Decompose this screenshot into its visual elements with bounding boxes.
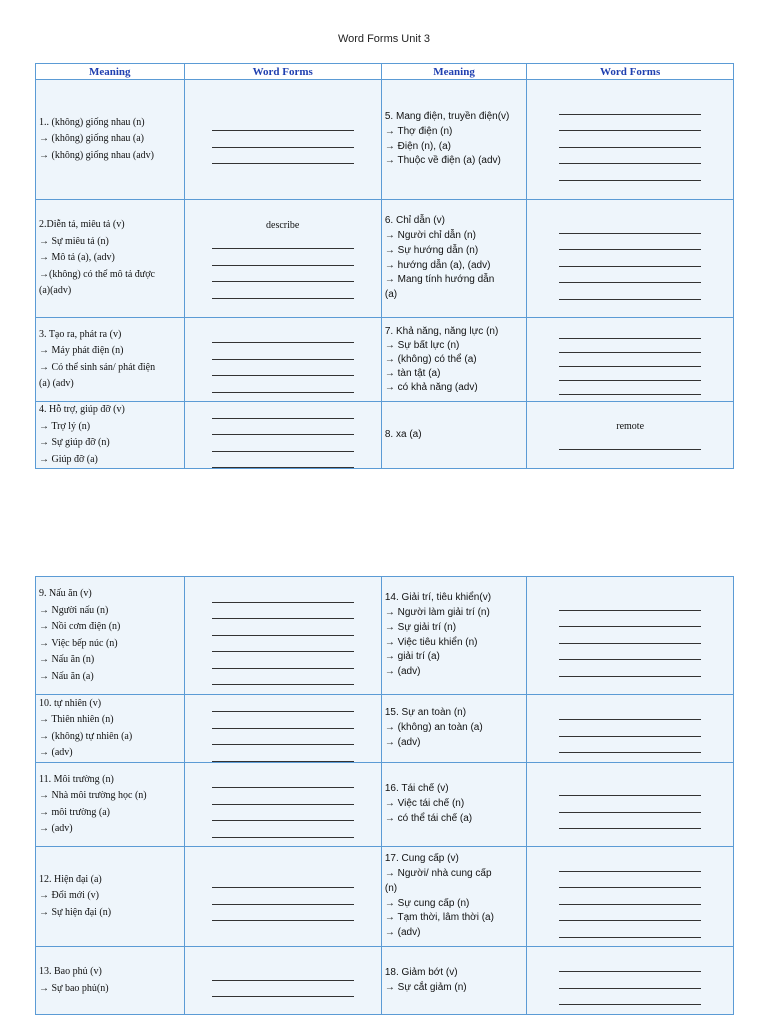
- meaning-line: (a) (adv): [39, 378, 74, 389]
- word-forms-cell: [184, 847, 381, 947]
- meaning-line: → (không) giống nhau (adv): [39, 149, 154, 161]
- answer-blank[interactable]: [212, 905, 354, 922]
- meaning-line: 13. Bao phủ (v): [39, 966, 102, 977]
- meaning-line: → (adv): [384, 666, 421, 678]
- answer-blank[interactable]: [212, 586, 354, 603]
- meaning-line: 2.Diễn tả, miêu tả (v): [39, 219, 125, 231]
- answer-blank[interactable]: [212, 249, 354, 266]
- meaning-line: → giải trí (a): [384, 651, 440, 663]
- answer-blank[interactable]: [559, 660, 701, 677]
- meaning-line: 17. Cung cấp (v): [384, 853, 459, 865]
- answer-blank[interactable]: [212, 402, 354, 419]
- answer-blank[interactable]: [212, 636, 354, 653]
- meaning-line: 12. Hiện đại (a): [39, 873, 102, 885]
- meaning-line: → Thuộc về điện (a) (adv): [384, 155, 501, 167]
- meaning-line: → (adv): [39, 823, 73, 834]
- meaning-line: → Giúp đỡ (a): [39, 453, 98, 465]
- meaning-line: → Việc tái chế (n): [384, 798, 465, 810]
- word-forms-cell: [527, 763, 734, 847]
- meaning-cell: [381, 318, 526, 402]
- table-row: [36, 577, 734, 695]
- answer-blank[interactable]: [212, 327, 354, 344]
- meaning-line: → Điện (n), (a): [384, 140, 451, 152]
- meaning-line: → Người/ nhà cung cấp: [384, 867, 492, 879]
- answer-blank[interactable]: [212, 376, 354, 393]
- meaning-line: 1.. (không) giống nhau (n): [39, 116, 145, 128]
- answer-blank[interactable]: [212, 233, 354, 250]
- header-word-forms: Word Forms: [184, 64, 381, 80]
- answer-blank[interactable]: [212, 981, 354, 998]
- meaning-line: → Thợ điện (n): [384, 125, 453, 137]
- meaning-cell: [381, 577, 526, 695]
- meaning-line: → Người làm giải trí (n): [384, 606, 490, 618]
- answer-blank[interactable]: [212, 745, 354, 762]
- table-row: [36, 402, 734, 469]
- answer-blank[interactable]: [212, 821, 354, 838]
- answer-blank[interactable]: [559, 855, 701, 872]
- table-row: [36, 695, 734, 763]
- meaning-line: → Tạm thời, lâm thời (a): [384, 912, 494, 924]
- answer-blank[interactable]: [212, 343, 354, 360]
- answer-blank[interactable]: [212, 888, 354, 905]
- meaning-cell: [381, 763, 526, 847]
- table-row: [36, 318, 734, 402]
- meaning-line: → Thiên nhiên (n): [39, 714, 114, 725]
- answer-blank[interactable]: [559, 339, 701, 353]
- meaning-cell: [36, 763, 185, 847]
- word-forms-cell: [527, 80, 734, 200]
- answer-blank[interactable]: [212, 603, 354, 620]
- meaning-line: → Người nấu (n): [39, 604, 109, 616]
- meaning-line: → Sự giúp đỡ (n): [39, 437, 110, 448]
- meaning-line: → hướng dẫn (a), (adv): [384, 259, 491, 271]
- meaning-line: → Sự bất lực (n): [384, 339, 460, 351]
- meaning-cell: [381, 947, 526, 1015]
- answer-blank[interactable]: [212, 964, 354, 981]
- meaning-line: → Sự cung cấp (n): [384, 897, 470, 909]
- meaning-line: → Việc bếp núc (n): [39, 637, 118, 649]
- header-meaning: Meaning: [36, 64, 185, 80]
- meaning-line: 3. Tạo ra, phát ra (v): [39, 328, 122, 340]
- word-forms-cell: [184, 947, 381, 1015]
- meaning-line: → (adv): [384, 736, 421, 748]
- meaning-line: →(không) có thể mô tả được: [39, 268, 155, 280]
- meaning-line: 9. Nấu ăn (v): [39, 588, 92, 599]
- answer-blank[interactable]: [559, 720, 701, 737]
- word-forms-cell: [184, 80, 381, 200]
- word-forms-cell: [527, 577, 734, 695]
- answer-blank[interactable]: [559, 250, 701, 267]
- meaning-line: → Đổi mới (v): [39, 890, 100, 902]
- meaning-cell: [36, 80, 185, 200]
- table-header-row: [36, 64, 734, 80]
- answer-blank[interactable]: [212, 729, 354, 746]
- word-forms-cell: [184, 402, 381, 469]
- answer-blank[interactable]: [559, 956, 701, 973]
- meaning-line: → (adv): [39, 747, 73, 758]
- word-forms-cell: [184, 200, 381, 318]
- meaning-line: (a)(adv): [39, 285, 72, 297]
- meaning-cell: [36, 318, 185, 402]
- answer-blank[interactable]: [559, 353, 701, 367]
- answer-blank[interactable]: [559, 367, 701, 381]
- meaning-line: (n): [384, 882, 398, 894]
- page-title: Word Forms Unit 3: [337, 33, 431, 45]
- answer-blank[interactable]: [559, 434, 701, 451]
- meaning-cell: [381, 80, 526, 200]
- answer-blank[interactable]: [559, 972, 701, 989]
- meaning-line: 11. Môi trường (n): [39, 773, 114, 785]
- meaning-cell: [36, 695, 185, 763]
- meaning-line: 4. Hỗ trợ, giúp đỡ (v): [39, 404, 125, 415]
- word-forms-cell: [527, 200, 734, 318]
- answer-blank[interactable]: [559, 813, 701, 830]
- meaning-cell: [381, 200, 526, 318]
- answer-blank[interactable]: [559, 888, 701, 905]
- word-forms-cell: [184, 695, 381, 763]
- meaning-line: → Nấu ăn (a): [39, 670, 94, 682]
- table-row: [36, 80, 734, 200]
- answer-blank[interactable]: [559, 283, 701, 300]
- answer-blank[interactable]: [559, 737, 701, 754]
- answer-blank[interactable]: [559, 98, 701, 115]
- meaning-line: → Mô tả (a), (adv): [39, 252, 115, 264]
- answer-blank[interactable]: [559, 905, 701, 922]
- given-word: describe: [266, 219, 300, 231]
- word-forms-cell: [184, 577, 381, 695]
- meaning-line: → (không) có thể (a): [384, 353, 477, 365]
- meaning-cell: [36, 847, 185, 947]
- answer-blank[interactable]: [559, 780, 701, 797]
- meaning-line: → Người chỉ dẫn (n): [384, 229, 476, 241]
- answer-blank[interactable]: [212, 266, 354, 283]
- answer-blank[interactable]: [559, 325, 701, 339]
- word-forms-cell: [527, 695, 734, 763]
- meaning-line: → Mang tính hướng dẫn: [384, 274, 495, 286]
- answer-blank[interactable]: [212, 805, 354, 822]
- meaning-line: → tàn tật (a): [384, 367, 441, 379]
- answer-blank[interactable]: [559, 115, 701, 132]
- answer-blank[interactable]: [212, 419, 354, 436]
- answer-blank[interactable]: [559, 381, 701, 395]
- answer-blank[interactable]: [212, 696, 354, 713]
- answer-blank[interactable]: [212, 115, 354, 132]
- answer-blank[interactable]: [212, 652, 354, 669]
- answer-blank[interactable]: [212, 282, 354, 299]
- answer-blank[interactable]: [212, 788, 354, 805]
- answer-blank[interactable]: [212, 669, 354, 686]
- meaning-line: → Sự giải trí (n): [384, 621, 457, 633]
- meaning-line: → Sự cắt giảm (n): [384, 981, 467, 993]
- answer-blank[interactable]: [559, 148, 701, 165]
- meaning-line: → Có thể sinh sản/ phát điện: [39, 361, 156, 373]
- header-word-forms: Word Forms: [527, 64, 734, 80]
- meaning-line: → có thể tái chế (a): [384, 812, 473, 824]
- meaning-line: 15. Sự an toàn (n): [384, 707, 467, 719]
- answer-blank[interactable]: [559, 234, 701, 251]
- table-row: [36, 947, 734, 1015]
- word-forms-table-2: [35, 576, 734, 1015]
- meaning-cell: [36, 402, 185, 469]
- meaning-line: → (không) giống nhau (a): [39, 133, 144, 145]
- meaning-cell: [381, 695, 526, 763]
- meaning-cell: [36, 577, 185, 695]
- answer-blank[interactable]: [559, 611, 701, 628]
- meaning-line: → môi trường (a): [39, 806, 110, 818]
- table-row: [36, 763, 734, 847]
- answer-blank[interactable]: [559, 796, 701, 813]
- answer-blank[interactable]: [559, 131, 701, 148]
- meaning-line: (a): [384, 289, 398, 301]
- answer-blank[interactable]: [559, 267, 701, 284]
- meaning-cell: [36, 200, 185, 318]
- meaning-line: → (không) tự nhiên (a): [39, 730, 133, 742]
- meaning-cell: [36, 947, 185, 1015]
- word-forms-cell: [184, 763, 381, 847]
- answer-blank[interactable]: [212, 619, 354, 636]
- meaning-line: → (không) an toàn (a): [384, 722, 483, 734]
- meaning-line: → Trợ lý (n): [39, 420, 91, 432]
- meaning-line: → Sự hiện đại (n): [39, 906, 112, 918]
- meaning-line: → Sự miêu tả (n): [39, 235, 109, 247]
- meaning-line: → Sự hướng dẫn (n): [384, 244, 479, 256]
- answer-blank[interactable]: [559, 627, 701, 644]
- answer-blank[interactable]: [559, 872, 701, 889]
- answer-blank[interactable]: [559, 989, 701, 1006]
- meaning-line: → Nhà môi trường học (n): [39, 790, 147, 801]
- answer-blank[interactable]: [212, 360, 354, 377]
- meaning-line: 8. xa (a): [384, 428, 422, 440]
- word-forms-cell: [527, 318, 734, 402]
- answer-blank[interactable]: [212, 872, 354, 889]
- meaning-line: 14. Giải trí, tiêu khiển(v): [384, 592, 492, 604]
- answer-blank[interactable]: [212, 131, 354, 148]
- answer-blank[interactable]: [212, 452, 354, 469]
- meaning-line: 7. Khả năng, năng lực (n): [384, 325, 499, 337]
- meaning-line: → Máy phát điện (n): [39, 345, 124, 356]
- meaning-line: → Nồi cơm điện (n): [39, 621, 121, 632]
- answer-blank[interactable]: [212, 712, 354, 729]
- answer-blank[interactable]: [212, 435, 354, 452]
- answer-blank[interactable]: [559, 164, 701, 181]
- header-meaning: Meaning: [381, 64, 526, 80]
- meaning-line: 6. Chỉ dẫn (v): [384, 215, 445, 227]
- answer-blank[interactable]: [559, 594, 701, 611]
- answer-blank[interactable]: [559, 644, 701, 661]
- answer-blank[interactable]: [212, 148, 354, 165]
- meaning-line: 5. Mang điện, truyền điện(v): [384, 110, 510, 122]
- answer-blank[interactable]: [559, 704, 701, 721]
- answer-blank[interactable]: [559, 921, 701, 938]
- given-word: remote: [616, 420, 645, 432]
- answer-blank[interactable]: [212, 772, 354, 789]
- meaning-line: 16. Tái chế (v): [384, 783, 449, 795]
- word-forms-cell: [527, 947, 734, 1015]
- meaning-cell: [381, 402, 526, 469]
- answer-blank[interactable]: [559, 217, 701, 234]
- word-forms-table-1: [35, 63, 734, 469]
- table-row: [36, 200, 734, 318]
- meaning-line: → Sự bao phủ(n): [39, 982, 109, 994]
- meaning-line: → có khả năng (adv): [384, 381, 478, 393]
- meaning-line: 18. Giảm bớt (v): [384, 966, 458, 978]
- meaning-line: 10. tự nhiên (v): [39, 697, 102, 709]
- meaning-line: → Việc tiêu khiển (n): [384, 636, 478, 648]
- word-forms-cell: [527, 847, 734, 947]
- word-forms-cell: [527, 402, 734, 469]
- meaning-cell: [381, 847, 526, 947]
- table-row: [36, 847, 734, 947]
- word-forms-cell: [184, 318, 381, 402]
- meaning-line: → Nấu ăn (n): [39, 654, 95, 665]
- meaning-line: → (adv): [384, 927, 421, 939]
